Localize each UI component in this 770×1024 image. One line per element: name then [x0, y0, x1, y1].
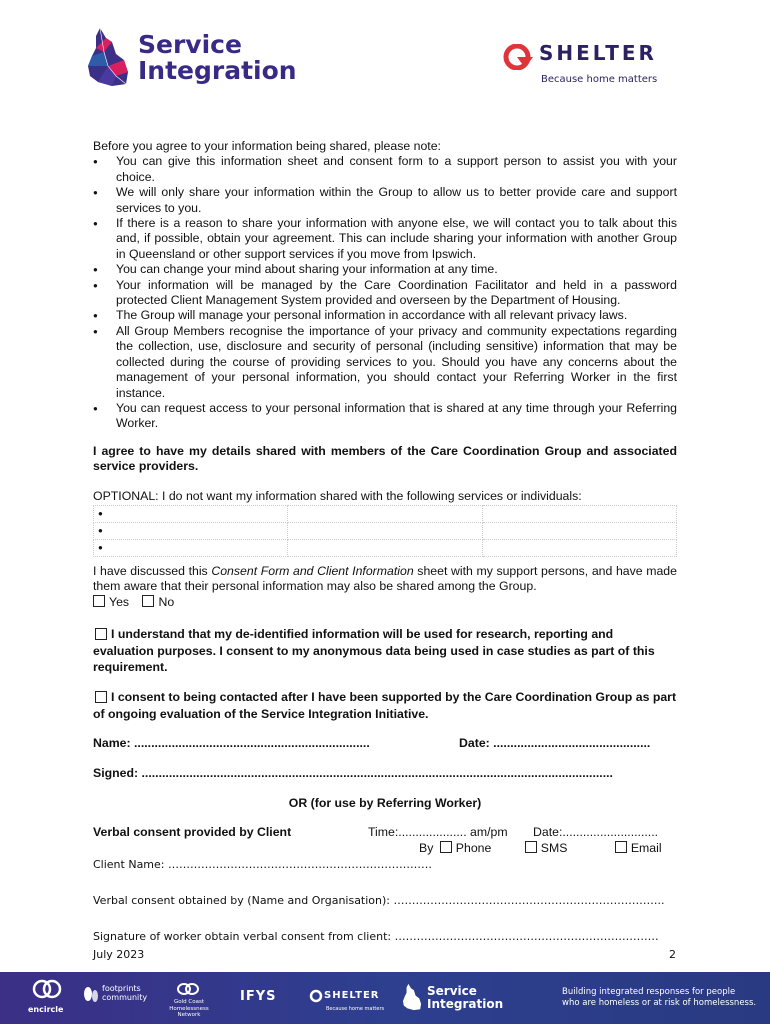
discussed-statement	[93, 564, 677, 595]
footer-tagline-line2: who are homeless or at risk of homelessness.	[562, 998, 757, 1008]
info-bullet: ● All Group Members recognise the importance of your privacy and community expectations regarding the collection, use, disclosure and security of personal (including sensitive) information that may be collected during the course of providing services to you. Should you have any concerns about the management of your personal information, you should contact your Referring Worker in the first instance.	[93, 324, 677, 401]
footprints-line1: footprints	[102, 984, 141, 993]
client-name-field[interactable]: Client Name: ………………………………………………………………	[93, 858, 432, 871]
no-label: No	[158, 595, 175, 609]
email-checkbox[interactable]	[615, 841, 627, 853]
research-consent	[93, 626, 677, 676]
shelter-footer-text: SHELTER	[324, 990, 380, 1001]
footer-tagline-line1: Building integrated responses for people	[562, 987, 736, 997]
verbal-obtained-field[interactable]: Verbal consent obtained by (Name and Organisation): ………………………………………………………………..	[93, 894, 665, 907]
si-logo-line2: Integration	[138, 56, 297, 85]
discussed-post: sheet with my support persons, and have made them aware that their personal information may also be shared among the Group.	[93, 564, 677, 594]
agree-statement: I agree to have my details shared with members of the Care Coordination Group and associated service providers.	[93, 444, 677, 474]
info-bullet: ● You can request access to your personal information that is shared at any time through your Referring Worker.	[93, 401, 677, 432]
exclusion-cell[interactable]	[288, 540, 482, 557]
exclusion-cell[interactable]	[482, 540, 676, 557]
footer-tagline	[562, 987, 756, 1009]
exclusion-cell[interactable]	[94, 540, 288, 557]
exclusion-cell[interactable]	[482, 506, 676, 523]
research-consent-text: I understand that my de-identified information will be used for research, reporting and evaluation purposes. I consent to my anonymous data being used in case studies as part of this requirement.	[93, 627, 655, 674]
optional-exclusions-table	[93, 505, 677, 557]
no-checkbox[interactable]	[142, 595, 154, 607]
queensland-map-icon	[86, 26, 130, 88]
intro-text: Before you agree to your information being shared, please note:	[93, 139, 441, 153]
table-row	[94, 523, 677, 540]
info-bullet: ● If there is a reason to share your information with anyone else, we will contact you to talk about this and, if possible, obtain your agreement. This can include sharing your information with another Group in Queensland or other support services if you move from Ipswich.	[93, 216, 677, 262]
discussed-pre: I have discussed this	[93, 564, 212, 578]
contact-method-options	[419, 841, 662, 856]
contact-consent-text: I consent to being contacted after I have been supported by the Care Coordination Group as part of ongoing evaluation of the Service Integration Initiative.	[93, 690, 677, 721]
service-integration-logo	[86, 26, 306, 88]
signed-field[interactable]: Signed: ..........................................................................................................................................	[93, 766, 613, 780]
contact-consent	[93, 689, 677, 722]
sms-checkbox[interactable]	[525, 841, 537, 853]
gold-coast-line2: Homelessness Network	[169, 1005, 209, 1018]
info-bullet: ● Your information will be managed by the Care Coordination Facilitator and held in a password protected Client Management System provided and overseen by the Department of Housing.	[93, 278, 677, 309]
info-bullet: ● You can change your mind about sharing your information at any time.	[93, 262, 677, 277]
info-section	[93, 139, 677, 432]
verbal-date-field[interactable]: Date:............................	[533, 825, 659, 839]
bullet-mark: ●	[98, 526, 103, 536]
optional-label: OPTIONAL: I do not want my information shared with the following services or individuals:	[93, 489, 582, 503]
page-number: 2	[669, 948, 676, 961]
shelter-footer-tagline: Because home matters	[326, 1006, 385, 1012]
ifys-logo: IFYS	[240, 989, 277, 1004]
shelter-tagline: Because home matters	[541, 74, 658, 85]
name-field[interactable]: Name: .....................................................................	[93, 736, 370, 750]
discussed-italic: Consent Form and Client Information	[211, 564, 414, 578]
gold-coast-line1: Gold Coast	[174, 999, 204, 1005]
encircle-logo-icon	[32, 978, 62, 1000]
yes-no-options	[93, 595, 677, 610]
info-bullet: ● We will only share your information within the Group to allow us to better provide care and support services to you.	[93, 185, 677, 216]
footprints-line2: community	[102, 993, 148, 1002]
exclusion-cell[interactable]	[482, 523, 676, 540]
shelter-name: SHELTER	[539, 41, 657, 65]
yes-checkbox[interactable]	[93, 595, 105, 607]
shelter-logo	[503, 41, 673, 86]
gold-coast-logo-icon	[176, 982, 200, 996]
si-footer-text	[427, 985, 503, 1011]
info-bullet: ● The Group will manage your personal information in accordance with all relevant privacy laws.	[93, 308, 677, 323]
info-bullet: ● You can give this information sheet and consent form to a support person to assist you with your choice.	[93, 154, 677, 185]
exclusion-cell[interactable]	[288, 523, 482, 540]
by-label: By	[419, 841, 434, 855]
service-integration-footer-icon	[402, 980, 422, 1014]
document-date: July 2023	[93, 948, 145, 961]
footprints-logo-icon	[82, 984, 100, 1004]
contact-consent-checkbox[interactable]	[95, 691, 107, 703]
or-heading: OR (for use by Referring Worker)	[288, 796, 482, 810]
verbal-heading: Verbal consent provided by Client	[93, 825, 292, 839]
bullet-mark: ●	[98, 543, 103, 553]
si-logo-line1: Service	[138, 30, 242, 59]
exclusion-cell[interactable]	[94, 506, 288, 523]
encircle-logo-text: encircle	[28, 1005, 64, 1014]
date-field[interactable]: Date: ..............................................	[459, 736, 651, 750]
bullet-mark: ●	[98, 509, 103, 519]
table-row	[94, 540, 677, 557]
research-consent-checkbox[interactable]	[95, 628, 107, 640]
shelter-mark-icon	[503, 44, 533, 70]
footer-band	[0, 972, 770, 1024]
email-label: Email	[630, 841, 662, 855]
shelter-footer-mark-icon	[309, 989, 323, 1003]
time-field[interactable]: Time:.................... am/pm	[368, 825, 508, 839]
gold-coast-logo-text	[166, 999, 212, 1019]
si-footer-line1: Service	[427, 984, 477, 998]
footprints-logo-text	[102, 984, 147, 1002]
exclusion-cell[interactable]	[94, 523, 288, 540]
signature-worker-field[interactable]: Signature of worker obtain verbal consent from client: ………………………………………………………………	[93, 930, 659, 943]
table-row	[94, 506, 677, 523]
si-footer-line2: Integration	[427, 997, 504, 1011]
yes-label: Yes	[109, 595, 130, 609]
phone-checkbox[interactable]	[440, 841, 452, 853]
exclusion-cell[interactable]	[288, 506, 482, 523]
sms-label: SMS	[540, 841, 568, 855]
info-bullets	[93, 154, 677, 431]
phone-label: Phone	[455, 841, 492, 855]
